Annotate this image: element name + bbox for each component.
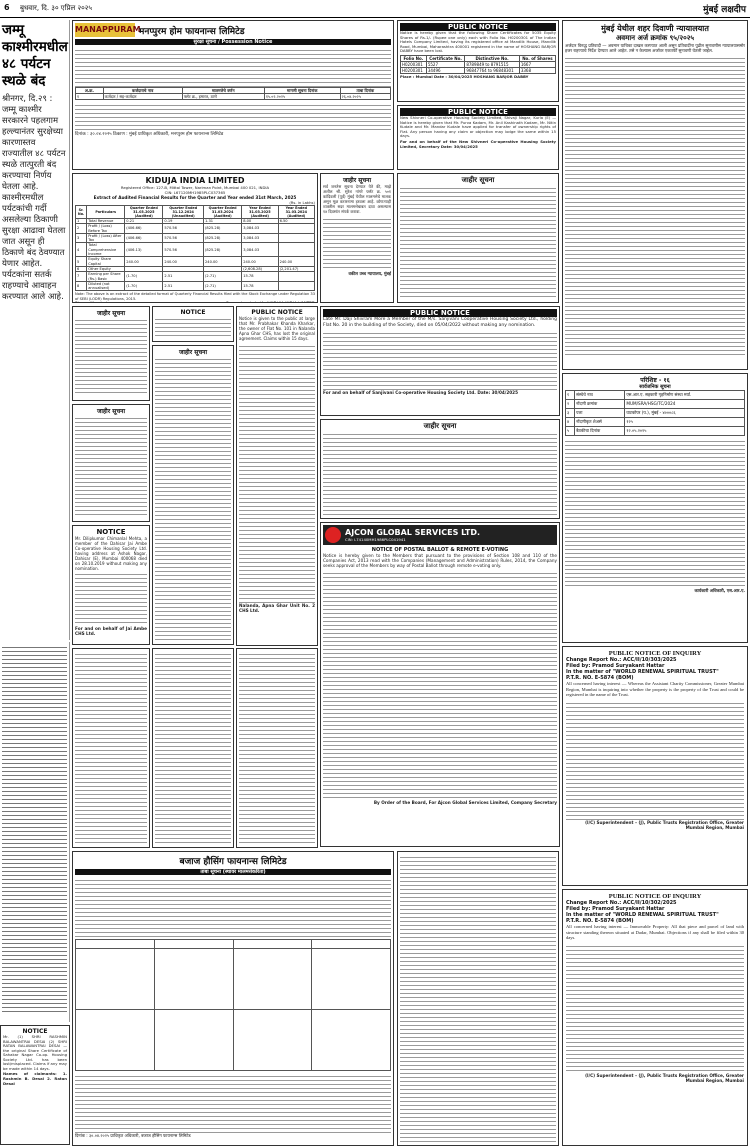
- kiduja-col-header: Particulars: [87, 206, 125, 219]
- form-cell: घाटकोपर (प.), मुंबई - ४०००८६: [625, 409, 745, 418]
- notice-left-sign: For and on behalf of Jai Ambe CHS Ltd.: [75, 626, 147, 636]
- jahir-suchana-long: जाहीर सूचना: [152, 345, 234, 645]
- kiduja-cell: 8: [76, 281, 87, 291]
- kiduja-cell: (406.66): [125, 224, 163, 234]
- form-cell: ५: [566, 427, 575, 436]
- kiduja-cell: (406.13): [125, 243, 163, 257]
- notice-column-b: [152, 648, 234, 848]
- jahir-notice-mid: जाहीर सूचना: [320, 419, 560, 519]
- jahir-suchana-right: जाहीर सूचना: [397, 173, 559, 303]
- public-notice-inquiry-2: [562, 889, 748, 1146]
- kiduja-cell: 1: [76, 219, 87, 224]
- kiduja-col-header: Quarter Ended 31.03.2025 (Audited): [125, 206, 163, 219]
- nalanda-body: Notice is given to the public at large that Mr. Prabhakar Khanda Kharkar, the owner of Flat No. 101 in Nalanda Apna Ghar CHS, has lost the original agreement. Claims within 15 days.: [239, 316, 315, 341]
- kiduja-cell: 2.51: [163, 281, 204, 291]
- pni1-title: PUBLIC NOTICE OF INQUIRY: [608, 650, 702, 657]
- form-row: [566, 391, 745, 400]
- jahir-notice-left: जाहीर सूचना: [72, 306, 150, 401]
- manappuram-table: [75, 87, 391, 100]
- jahir-suchana-center: [320, 173, 394, 303]
- kiduja-cell: (2,608.28): [242, 266, 278, 271]
- pn-top-cell: H0200301: [401, 67, 427, 73]
- kiduja-cell: Total Comprehensive Income: [87, 243, 125, 257]
- kiduja-cell: 570.56: [163, 224, 204, 234]
- kiduja-cell: 6.50: [278, 219, 314, 224]
- nalanda-sign: Nalanda, Apna Ghar Unit No. 2 CHS Ltd.: [239, 603, 315, 613]
- public-notice-inquiry-1: [562, 646, 748, 886]
- kiduja-cell: (406.66): [125, 233, 163, 243]
- kiduja-cell: Total Revenue: [87, 219, 125, 224]
- notice-column-d: [397, 851, 559, 1146]
- kiduja-place: [75, 301, 122, 303]
- kiduja-cell: Earning per Share (Rs.) Basic: [87, 272, 125, 282]
- form-cell: एस.आर.ए. सहकारी गृहनिर्माण संस्था मर्या.: [625, 391, 745, 400]
- pn-top-cell: 96847764 to 96848301: [465, 67, 519, 73]
- pn-mid-body: Late Mr. Daji Shivram More a Member of the M/s. Sanjivani Cooperative Housing Society Ltd., holding Flat No. 20 in the building of the Society, died on 05/04/2022 without making any nomination.: [323, 317, 557, 328]
- pn-top-cell: 1667: [519, 61, 555, 67]
- form-subtitle: सार्वजनिक सूचना: [639, 384, 671, 390]
- kiduja-cell: 5: [76, 257, 87, 267]
- masthead: मुंबई लक्षदीप: [703, 5, 746, 15]
- form-cell: संस्थेचे नाव: [575, 391, 625, 400]
- notice-lost-sign: Names of claimants: 1. Rashmin B. Desai 2. Ratan Desai: [3, 1071, 67, 1086]
- left-story-continued: [0, 642, 70, 1022]
- notice-lost-body: Mr. (1) SHRI RASHMIN BALAWANTRAI DESAI (2) SHRI RATAN BALAWANTRAI DESAI — the original Share Certificate of Sahakar Nagar Co-op. Housing Society Ltd. has been lost/misplaced. Claims if any may be made within 14 days.: [3, 1034, 67, 1071]
- kiduja-cell: 240.00: [125, 257, 163, 267]
- kiduja-regd: Registered Office: 127-B, Mittal Tower, Nariman Point, Mumbai 400 021, INDIA: [120, 185, 270, 190]
- pni1-filed: Filed by: Pramod Suryakant Hattar: [566, 663, 665, 669]
- pn-top-sign: Place : Mumbai Date : 30/04/2025 HOSHANG BARJOR DABBY: [400, 73, 529, 79]
- kiduja-cell: (825.28): [204, 224, 242, 234]
- kiduja-cell: 1.31: [204, 219, 242, 224]
- form-cell: २: [566, 400, 575, 409]
- ajcon-heading: NOTICE OF POSTAL BALLOT & REMOTE E-VOTING: [371, 547, 509, 553]
- manappuram-col: कर्जदाराचे नाव: [103, 88, 182, 94]
- kiduja-cell: 0.19: [163, 219, 204, 224]
- kiduja-row: [76, 233, 315, 243]
- kiduja-cell: 240.00: [163, 257, 204, 267]
- manappuram-footer: दिनांक : ३०.०४.२०२५ ठिकाण : मुंबई प्राधिकृत अधिकारी, मनप्पुरम होम फायनान्स लिमिटेड: [75, 132, 224, 137]
- pn-top-title: PUBLIC NOTICE: [400, 23, 556, 31]
- pn-top-cell: 5527: [426, 61, 465, 67]
- kiduja-cell: Profit / (Loss) Before Tax: [87, 224, 125, 234]
- public-notice-shivneri: [397, 105, 559, 170]
- kiduja-cell: 570.56: [163, 233, 204, 243]
- kiduja-cell: (1.70): [125, 281, 163, 291]
- manappuram-subtitle: सुरक्षा सूचना / Possession Notice: [75, 39, 391, 45]
- kiduja-cell: 240.00: [242, 257, 278, 267]
- kiduja-cell: (2,201.47): [278, 266, 314, 271]
- manappuram-col: मालमत्तेचे वर्णन: [182, 88, 264, 94]
- pni2-body: All concerned having interest — Immovable Property: All that piece and parcel of land with structure standing thereon situated at Dadar, Mumbai. Objections if any shall be filed within 30 days.: [566, 924, 744, 940]
- court-heading: मुंबई येथील शहर दिवाणी न्यायालयात: [601, 24, 709, 33]
- kiduja-row: [76, 281, 315, 291]
- court-sub: अवमान अर्ज क्रमांक ९५/२०२५: [615, 34, 695, 42]
- kiduja-cell: (2.71): [204, 272, 242, 282]
- manappuram-body: [75, 47, 391, 87]
- public-notice-nalanda: [236, 306, 318, 646]
- pn-top-col: No. of Shares: [519, 55, 555, 61]
- jahir-notice-left-2: जाहीर सूचना: [72, 404, 150, 522]
- kiduja-results: [72, 173, 318, 303]
- kiduja-cell: 3,084.03: [242, 243, 278, 257]
- public-notice-sanjivani: [320, 306, 560, 416]
- kiduja-cell: 15.78: [242, 272, 278, 282]
- pni2-sign: (I/C) Superintendent – (J), Public Trusts Registration Office, Greater Mumbai Region, Mumbai: [585, 1072, 744, 1083]
- pn-top-col: Certificate No.: [426, 55, 465, 61]
- pn2-sign: For and on behalf of the New Shivneri Co-operative Housing Society Limited, Secretary Date: 30/04/2025: [400, 138, 556, 149]
- page-number: 6: [4, 3, 10, 12]
- manappuram-cell: १: [76, 94, 104, 100]
- kiduja-cell: [278, 281, 314, 291]
- form-cell: १: [566, 391, 575, 400]
- court-body: अर्जदार विरुद्ध प्रतिवादी — अवमान याचिका दाखल करण्यात आली असून प्रतिवादींना पुढील सुनावणीस न्यायालयासमोर हजर राहण्याचे निर्देश देण्यात आले आहेत. तसे न केल्यास अर्जावर एकतर्फी सुनावणी घेतली जाईल.: [565, 43, 745, 53]
- ajcon-cin: CIN: L74140MH1986PLC041941: [345, 537, 406, 542]
- jahir-suchana-title: जाहीर सूचना: [342, 177, 372, 184]
- kiduja-cell: 0.21: [125, 219, 163, 224]
- kiduja-cell: 7: [76, 272, 87, 282]
- form-cell: ३: [566, 409, 575, 418]
- pn-top-col: Distinctive No.: [465, 55, 519, 61]
- manappuram-cell: १५.०२.२०२५: [264, 94, 340, 100]
- pn-top-cert-table: [400, 55, 556, 74]
- notice-lost: [0, 1025, 70, 1145]
- manappuram-cell: कर्जदार / सह-कर्जदार: [103, 94, 182, 100]
- bajaj-title: बजाज हौसिंग फायनान्स लिमिटेड: [179, 857, 287, 867]
- pn-mid-title: PUBLIC NOTICE: [323, 309, 557, 317]
- kiduja-cell: Other Equity: [87, 266, 125, 271]
- kiduja-cin: CIN: L67120MH1985PLC037365: [164, 190, 226, 195]
- kiduja-cell: 570.56: [163, 243, 204, 257]
- ajcon-name: AJCON GLOBAL SERVICES LTD.: [345, 528, 481, 537]
- kiduja-cell: (825.28): [204, 233, 242, 243]
- bajaj-notice: [72, 851, 394, 1146]
- form-cell: नोंदणी क्रमांक: [575, 400, 625, 409]
- ajcon-notice: [320, 522, 560, 847]
- kiduja-cell: 3,084.03: [242, 233, 278, 243]
- form-cell: १२.०५.२०२५: [625, 427, 745, 436]
- pni1-trust: In the matter of "WORLD RENEWAL SPIRITUAL TRUST": [566, 669, 719, 675]
- bajaj-footer: दिनांक : ३०.०४.२०२५ प्राधिकृत अधिकारी, बजाज हौसिंग फायनान्स लिमिटेड: [75, 1133, 191, 1138]
- kiduja-row: [76, 272, 315, 282]
- pni1-ptr: P.T.R. NO. E-5874 (BOM): [566, 675, 634, 681]
- notice-column-c: [236, 648, 318, 848]
- pn-top-body: Notice is hereby given that the following Share Certificates for 5035 Equity Shares of Rs.1/- (Rupee one only) each with Folio No. H0200301 of The Indian Hotels Company Limited, having its registered office at Mandlik House, Mandlik Road, Mumbai, Maharashtra 400001 registered in the name of HOSHANG BARJOR DABBY have been lost.: [400, 30, 556, 53]
- kiduja-cell: [278, 233, 314, 243]
- pni1-sign: (I/C) Superintendent – (J), Public Trusts Registration Office, Greater Mumbai Region, Mumbai: [585, 819, 744, 830]
- kiduja-note: Note: The above is an extract of the detailed format of Quarterly Financial Results filed with the Stock Exchange under Regulation 33 of SEBI (LODR) Regulations, 2015.: [75, 292, 315, 301]
- form-title: परिशिष्ट - १६: [640, 377, 670, 384]
- kiduja-cell: (825.28): [204, 243, 242, 257]
- notice-left-body: Mr. Dilipkumar Chimanlal Mehta, a member of the Dahisar Jai Ambe Co-operative Housing Society Ltd. having address at Ashok Nagar, Dahisar (E), Mumbai 400068 died on 28.10.2019 without making any nomination.: [75, 536, 147, 571]
- kiduja-row: [76, 224, 315, 234]
- page-header: [0, 0, 750, 18]
- public-notice-shares: [397, 20, 559, 102]
- manappuram-logo: MANAPPURAM: [75, 23, 135, 37]
- kiduja-units: (Rs. in Lakhs): [289, 200, 315, 205]
- form-row: [566, 409, 745, 418]
- kiduja-cell: 240.00: [278, 257, 314, 267]
- form-cell: ४: [566, 418, 575, 427]
- manappuram-col: ताबा दिनांक: [340, 88, 390, 94]
- pn-top-cell: H0200301: [401, 61, 427, 67]
- ajcon-logo: [325, 527, 341, 543]
- form-cell: नोंदणीकृत शेअर्स: [575, 418, 625, 427]
- kiduja-cell: Equity Share Capital: [87, 257, 125, 267]
- kiduja-cell: [278, 224, 314, 234]
- manappuram-body-2: [75, 102, 391, 132]
- form-row: [566, 400, 745, 409]
- manappuram-col: अ.क्र.: [76, 88, 104, 94]
- kiduja-cell: 2: [76, 224, 87, 234]
- form-cell: पत्ता: [575, 409, 625, 418]
- form-sign: कार्यकारी अधिकारी, एस.आर.ए.: [694, 588, 745, 593]
- ajcon-body: Notice is hereby given to the Members that pursuant to the provisions of Section 108 and 110 of the Companies Act, 2013 read with the Companies (Management and Administration) Rules, 2014, the Company seeks approval of the Members by way of Postal Ballot through remote e-voting only.: [323, 553, 557, 568]
- kiduja-name: KIDUJA INDIA LIMITED: [145, 176, 245, 185]
- pni2-change: Change Report No.: ACC/II/10/302/2025: [566, 900, 677, 906]
- kiduja-row: [76, 257, 315, 267]
- jahir-suchana-body-lines: [323, 216, 391, 271]
- kiduja-cell: 8.00: [242, 219, 278, 224]
- kiduja-cell: Diluted (not annualised): [87, 281, 125, 291]
- kiduja-col-header: Sr. No.: [76, 206, 87, 219]
- pn-top-cell: 3368: [519, 67, 555, 73]
- pni2-title: PUBLIC NOTICE OF INQUIRY: [608, 893, 702, 900]
- kiduja-cell: [278, 272, 314, 282]
- pni2-trust: In the matter of "WORLD RENEWAL SPIRITUAL TRUST": [566, 912, 719, 918]
- kiduja-col-header: Quarter Ended 31.03.2024 (Audited): [204, 206, 242, 219]
- pni2-ptr: P.T.R. NO. E-5874 (BOM): [566, 918, 634, 924]
- kiduja-cell: 2.51: [163, 272, 204, 282]
- pn-mid-sign: For and on behalf of Sanjivani Co-operative Housing Society Ltd. Date: 30/04/2025: [323, 390, 518, 395]
- kiduja-cell: [278, 243, 314, 257]
- kiduja-cell: 6: [76, 266, 87, 271]
- pn2-body: New Shivneri Co-operative Housing Society Limited, Shivaji Nagar, Kurla (E) — Notice is hereby given that Mr. Purva Kadam, Mr. Anil Kashinath Kadam, Mr. Nitin Kudale and Mr. Mandar Kudale have applied for transfer of ownership rights of Flat. Any person having any claim or objection may lodge the same within 15 days.: [400, 115, 556, 138]
- kiduja-cell: 3,084.03: [242, 224, 278, 234]
- form-cell: १२५: [625, 418, 745, 427]
- notice-left-bottom: [72, 525, 150, 645]
- nalanda-title: PUBLIC NOTICE: [251, 309, 303, 316]
- kiduja-cell: (1.70): [125, 272, 163, 282]
- small-notice: NOTICE: [152, 306, 234, 342]
- pni1-body: All concerned having interest — Whereas the Assistant Charity Commissioner, Greater Mumbai Region, Mumbai is inquiring into whether the property is the property of the Trust and could be registered in the name of the Trust.: [566, 681, 744, 697]
- pn-top-cell: 8789849 to 8791515: [465, 61, 519, 67]
- issue-date: बुधवार, दि. ३० एप्रिल २०२५: [20, 4, 93, 12]
- bajaj-subtitle: ताबा सूचना (स्थावर मालमत्तेकरिता): [75, 869, 391, 875]
- kiduja-cell: 4: [76, 243, 87, 257]
- manappuram-cell: २६.०४.२०२५: [340, 94, 390, 100]
- kiduja-cell: (2.71): [204, 281, 242, 291]
- kiduja-cell: 240.00: [204, 257, 242, 267]
- kiduja-col-header: Quarter Ended 31.12.2024 (Unaudited): [163, 206, 204, 219]
- manappuram-title: मनप्पुरम होम फायनान्स लिमिटेड: [139, 26, 245, 37]
- form-table: [565, 390, 745, 436]
- form-row: [566, 418, 745, 427]
- pni2-filed: Filed by: Pramod Suryakant Hattar: [566, 906, 665, 912]
- kiduja-col-header: Year Ended 31.03.2025 (Audited): [242, 206, 278, 219]
- kiduja-heading: Extract of Audited Financial Results for the Quarter and Year ended 31st March, 2025: [93, 195, 297, 200]
- pn-top-cell: 34496: [426, 67, 465, 73]
- court-notice: [562, 20, 748, 370]
- form-cell: MUM/SRA/HSG/TC/2024: [625, 400, 745, 409]
- kiduja-cell: 15.78: [242, 281, 278, 291]
- jahir-suchana-sign: वकील उच्च न्यायालय, मुंबई: [348, 271, 391, 276]
- notice-left-title: NOTICE: [96, 528, 126, 536]
- left-story-headline: जम्मू काश्मीरमधील ४८ पर्यटन स्थळे बंद: [2, 22, 68, 89]
- notice-column-a: [72, 648, 150, 848]
- left-story: [0, 20, 70, 640]
- kiduja-row: [76, 243, 315, 257]
- manappuram-notice: [72, 20, 394, 170]
- manappuram-cell: फ्लॅट क्र., इमारत, ठाणे: [182, 94, 264, 100]
- bajaj-table: [75, 939, 391, 1071]
- pn2-title: PUBLIC NOTICE: [400, 108, 556, 116]
- left-story-body: श्रीनगर, दि.२९ : जम्मू काश्मीर सरकारने पहलगाम हल्ल्यानंतर सुरक्षेच्या कारणास्तव राज्यातील ४८ पर्यटन स्थळे तात्पुरती बंद करण्याचा निर्णय घेतला आहे. काश्मीरमधील पर्यटकांची गर्दी असलेल्या ठिकाणी सुरक्षा आढावा घेतला जात असून ही ठिकाणे बंद ठेवण्यात येणार आहेत. पर्यटकांना सतर्क राहण्याचे आवाहन करण्यात आले आहे.: [2, 94, 66, 302]
- form-cell: बैठकीचा दिनांक: [575, 427, 625, 436]
- manappuram-col: मागणी सूचना दिनांक: [264, 88, 340, 94]
- ajcon-sign: By Order of the Board, For Ajcon Global Services Limited, Company Secretary: [373, 800, 557, 805]
- notice-lost-title: NOTICE: [22, 1028, 48, 1035]
- form-notice: [562, 373, 748, 643]
- kiduja-table: [75, 205, 315, 291]
- jahir-suchana-body: सर्व जनतेस सूचना देण्यात येते की, माझे अशील श्री. सुरेश नांगरे फ्लॅट क्र. ५०१ कांदिवली (पूर्व) मुंबई येथील मालमत्तेचे मालक असून मूळ करारनामा हरवला आहे. कोणत्याही व्यक्तीस सदर मालमत्तेबाबत दावा असल्यास १४ दिवसांत संपर्क करावा.: [323, 184, 391, 214]
- kiduja-col-header: Year Ended 31.03.2024 (Audited): [278, 206, 314, 219]
- kiduja-cell: 3: [76, 233, 87, 243]
- form-row: [566, 427, 745, 436]
- kiduja-sign-for: [226, 301, 315, 303]
- pn-top-col: Folio No.: [401, 55, 427, 61]
- pni1-change: Change Report No.: ACC/II/10/303/2025: [566, 657, 677, 663]
- kiduja-cell: Profit / (Loss) After Tax: [87, 233, 125, 243]
